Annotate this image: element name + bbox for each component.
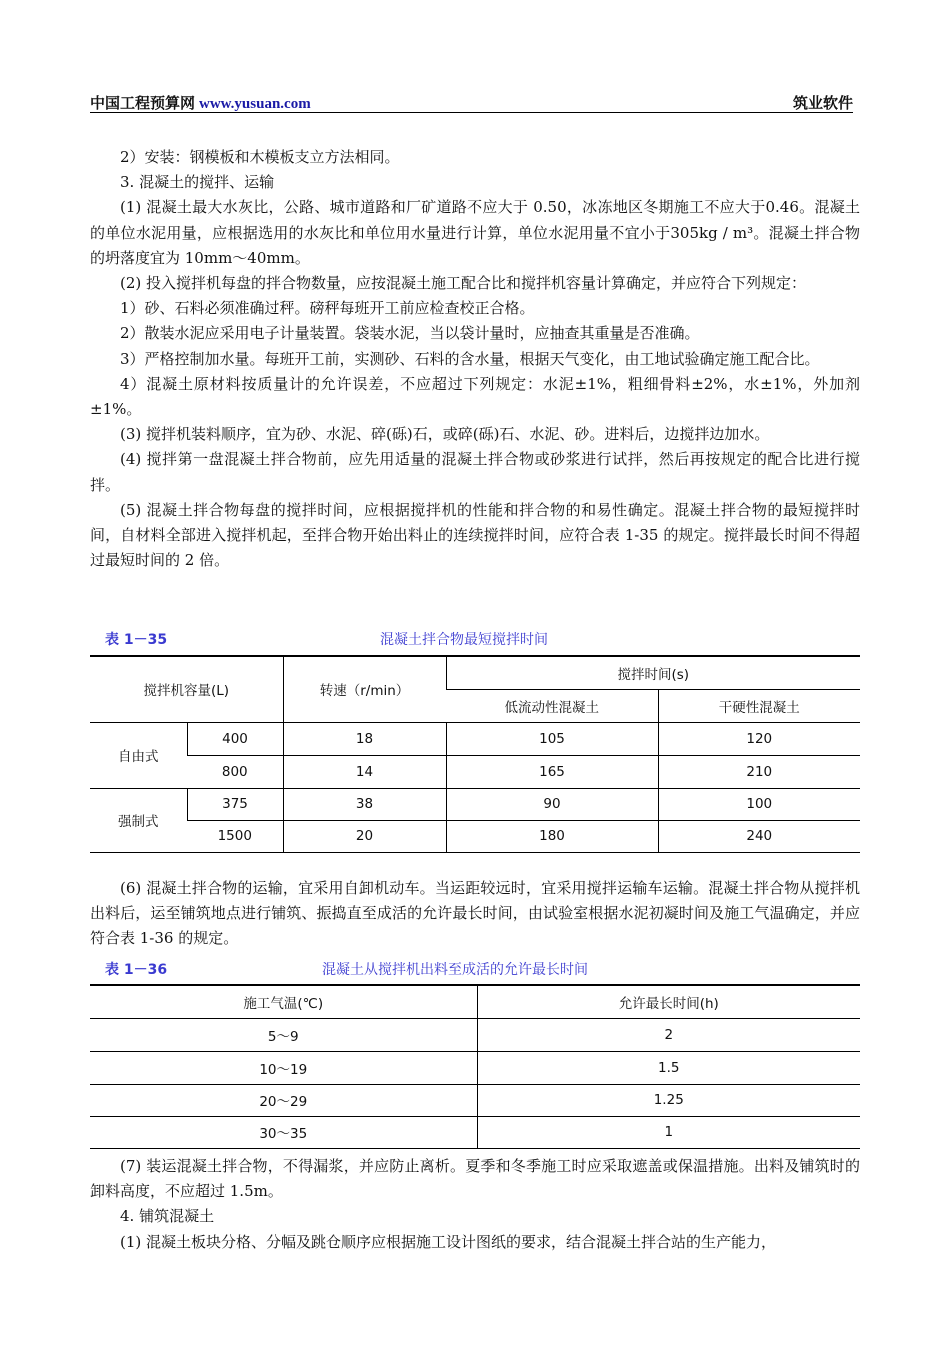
table-2-caption bbox=[105, 959, 860, 979]
table-row bbox=[90, 788, 860, 820]
paragraph: (5) 混凝土拌合物每盘的搅拌时间，应根据搅拌机的性能和拌合物的和易性确定。混凝土拌合物的最短搅拌时间，自材料全部进入搅拌机起，至拌合物开始出料止的连续搅拌时间，应符合表 1-35 的规定。搅拌最长时间不得超过最短时间的 2 倍。 bbox=[90, 500, 860, 570]
table-1 bbox=[90, 655, 860, 853]
cell: 375 bbox=[187, 788, 283, 820]
paragraph: 4）混凝土原材料按质量计的允许误差，不应超过下列规定：水泥±1%，粗细骨料±2%，水±1%，外加剂±1%。 bbox=[90, 374, 860, 419]
cell: 210 bbox=[658, 755, 860, 788]
table-1-caption bbox=[105, 629, 860, 649]
header-low-flow: 低流动性混凝土 bbox=[446, 689, 658, 722]
section-3 bbox=[90, 1154, 860, 1255]
paragraph: (3) 搅拌机装料顺序，宜为砂、水泥、碎(砾)石，或碎(砾)石、水泥、砂。进料后，边搅拌边加水。 bbox=[120, 425, 770, 444]
paragraph: (6) 混凝土拌合物的运输，宜采用自卸机动车。当运距较远时，宜采用搅拌运输车运输。混凝土拌合物从搅拌机出料后，运至铺筑地点进行铺筑、振捣直至成活的允许最长时间，由试验室根据水泥初凝时间及施工气温确定，并应符合表 1-36 的规定。 bbox=[90, 879, 860, 948]
paragraph: (1) 混凝土板块分格、分幅及跳仓顺序应根据施工设计图纸的要求，结合混凝土拌合站的生产能力， bbox=[120, 1232, 777, 1251]
cell: 240 bbox=[658, 820, 860, 852]
page-header bbox=[90, 92, 853, 113]
table-row bbox=[90, 722, 860, 755]
cell: 400 bbox=[187, 722, 283, 755]
site-name bbox=[90, 92, 311, 113]
header-temperature: 施工气温(℃) bbox=[90, 985, 477, 1018]
cell: 38 bbox=[283, 788, 446, 820]
site-url-link[interactable]: www.yusuan.com bbox=[199, 96, 311, 112]
table-title: 混凝土拌合物最短搅拌时间 bbox=[380, 632, 548, 648]
table-2 bbox=[90, 984, 860, 1149]
paragraph: (1) 混凝土最大水灰比，公路、城市道路和厂矿道路不应大于 0.50，冰冻地区冬期施工不应大于0.46。混凝土的单位水泥用量，应根据选用的水灰比和单位用水量进行计算，单位水泥用量不宜小于305kg / m³。混凝土拌合物的坍落度宜为 10mm～40mm。 bbox=[90, 198, 860, 267]
paragraph: 4. 铺筑混凝土 bbox=[120, 1207, 215, 1226]
cell: 800 bbox=[187, 755, 283, 788]
cell: 165 bbox=[446, 755, 658, 788]
header-capacity: 搅拌机容量(L) bbox=[90, 656, 283, 722]
paragraph: 3. 混凝土的搅拌、运输 bbox=[120, 173, 275, 192]
paragraph: 1）砂、石料必须准确过秤。磅秤每班开工前应检查校正合格。 bbox=[120, 299, 535, 318]
paragraph: 2）安装：钢模板和木模板支立方法相同。 bbox=[120, 148, 400, 166]
cell: 1500 bbox=[187, 820, 283, 852]
table-title: 混凝土从搅拌机出料至成活的允许最长时间 bbox=[322, 962, 588, 978]
cell: 90 bbox=[446, 788, 658, 820]
cell: 14 bbox=[283, 755, 446, 788]
table-number: 表 1－36 bbox=[105, 962, 168, 978]
table-row bbox=[90, 755, 860, 788]
cell: 2 bbox=[477, 1018, 860, 1051]
mixer-type: 强制式 bbox=[90, 788, 187, 852]
cell: 20 bbox=[283, 820, 446, 852]
cell: 100 bbox=[658, 788, 860, 820]
header-right: 筑业软件 bbox=[792, 94, 853, 112]
cell: 5～9 bbox=[90, 1018, 477, 1051]
table-row bbox=[90, 1116, 860, 1148]
header-speed: 转速（r/min） bbox=[283, 656, 446, 722]
cell: 105 bbox=[446, 722, 658, 755]
cell: 1 bbox=[477, 1116, 860, 1148]
cell: 18 bbox=[283, 722, 446, 755]
table-row bbox=[90, 1084, 860, 1116]
table-number: 表 1－35 bbox=[105, 632, 168, 648]
site-title: 中国工程预算网 bbox=[90, 94, 196, 112]
section-1 bbox=[90, 145, 860, 573]
table-row bbox=[90, 1051, 860, 1084]
section-2 bbox=[90, 876, 860, 952]
cell: 1.5 bbox=[477, 1051, 860, 1084]
paragraph: 3）严格控制加水量。每班开工前，实测砂、石料的含水量，根据天气变化，由工地试验确定施工配合比。 bbox=[120, 349, 820, 368]
paragraph: 2）散装水泥应采用电子计量装置。袋装水泥，当以袋计量时，应抽查其重量是否准确。 bbox=[120, 324, 700, 343]
cell: 20～29 bbox=[90, 1084, 477, 1116]
table-row bbox=[90, 820, 860, 852]
table-row bbox=[90, 1018, 860, 1051]
paragraph: (7) 装运混凝土拌合物，不得漏浆，并应防止离析。夏季和冬季施工时应采取遮盖或保温措施。出料及铺筑时的卸料高度，不应超过 1.5m。 bbox=[90, 1157, 860, 1201]
cell: 120 bbox=[658, 722, 860, 755]
cell: 10～19 bbox=[90, 1051, 477, 1084]
paragraph: (4) 搅拌第一盘混凝土拌合物前，应先用适量的混凝土拌合物或砂浆进行试拌，然后再按规定的配合比进行搅拌。 bbox=[90, 450, 860, 494]
header-dry-hard: 干硬性混凝土 bbox=[658, 689, 860, 722]
cell: 180 bbox=[446, 820, 658, 852]
paragraph: (2) 投入搅拌机每盘的拌合物数量，应按混凝土施工配合比和搅拌机容量计算确定，并应符合下列规定： bbox=[120, 274, 807, 293]
header-max-time: 允许最长时间(h) bbox=[477, 985, 860, 1018]
cell: 30～35 bbox=[90, 1116, 477, 1148]
cell: 1.25 bbox=[477, 1084, 860, 1116]
header-time: 搅拌时间(s) bbox=[446, 656, 860, 689]
mixer-type: 自由式 bbox=[90, 722, 187, 788]
